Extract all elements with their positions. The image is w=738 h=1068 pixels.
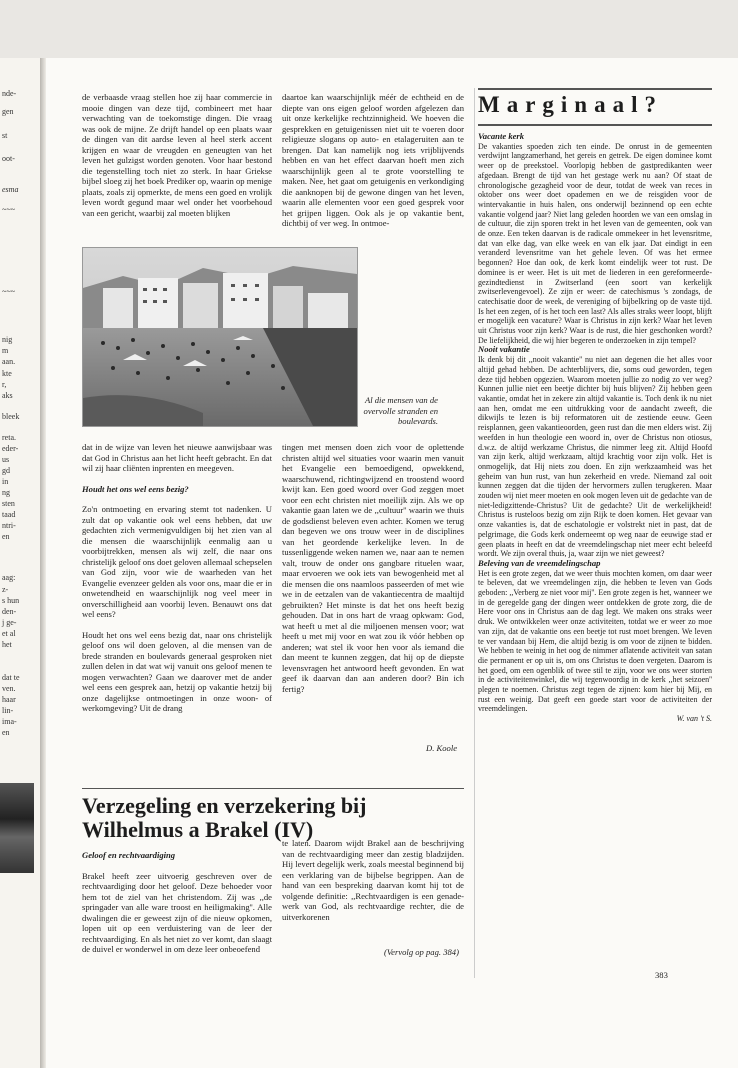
left-page-text-fragment: nde- bbox=[2, 89, 17, 98]
column-divider bbox=[474, 88, 475, 978]
left-page-text-fragment: en bbox=[2, 532, 10, 541]
col2-top-text: daartoe kan waarschijnlijk méér de echtheid en de diepte van ons eigen geloof worden afgelezen dan uit onze kerkelijke rechtzinnigheid. We hoeven die gesprekken en getuigenissen niet uit te voeren door religieuze slogans op auto- en etalageruiten aan te brengen. Dat kan namelijk nog iets vrijblijvends hebben en van het effect daarvan hoeft men zich waarschijnlijk geen al te grote voorstelling te maken. Nee, het gaat om getuigenis en verkondiging die aanknopen bij de gewone dingen van het leven, waarin alle elementen voor een goed gesprek voor het grijpen liggen. Ook als je op vakantie bent, dichtbij of ver weg. In ontmoe- bbox=[282, 92, 464, 228]
marginaal-sub1: Vacante kerk bbox=[478, 131, 525, 141]
col2-bottom bbox=[282, 442, 464, 694]
left-page-text-fragment: het bbox=[2, 640, 12, 649]
left-page-text-fragment: aag: bbox=[2, 573, 16, 582]
article-col1 bbox=[82, 850, 272, 955]
col1-subhead: Houdt het ons wel eens bezig? bbox=[82, 483, 189, 494]
left-page-text-fragment: j ge- bbox=[2, 618, 17, 627]
left-page-text-fragment: ima- bbox=[2, 717, 17, 726]
marginaal-top-rule bbox=[478, 88, 712, 90]
col1-top-text: de verbaasde vraag stellen hoe zij haar commercie in mooie dingen van deze tijd, combineert met haar verwachting van de toekomstige dingen. Die vraag was ook de mijne. Ze drijft handel op een plaats waar de dingen van dit aardse leven al heel sterk accent krijgen en waar de vreugden en geneugten van het leven het gulzigst worden genoten. Voor haar bestond die tegenstelling toch niet zo sterk. In haar Griekse bijbel sloeg zij het boek Prediker op, waarin op menige plaats, zoals zij opmerkte, de mens een goed en vrolijk leven wordt gegund maar wel onder het voorbehoud van een gericht, waarbij zal moeten blijken bbox=[82, 92, 272, 218]
left-page-text-fragment: m bbox=[2, 346, 9, 355]
left-page-text-fragment: aan. bbox=[2, 357, 16, 366]
left-page-text-fragment: ng bbox=[2, 488, 10, 497]
left-page-text-fragment: aks bbox=[2, 391, 13, 400]
marginaal-title: Marginaal? bbox=[478, 92, 663, 117]
page-number: 383 bbox=[655, 970, 668, 980]
col1-top bbox=[82, 92, 272, 218]
left-page-text-fragment: taad bbox=[2, 510, 16, 519]
left-page-text-fragment: reta. bbox=[2, 433, 16, 442]
left-page-text-fragment: et al bbox=[2, 629, 16, 638]
col1-para3: Houdt het ons wel eens bezig dat, naar ons christelijk geloof ons wil doen geloven, al die mensen van de brede stranden en boulevards generaal gesproken niet zullen delen in dat wat wij vanuit ons geloof menen te mogen verwachten? Gaan we daarover met de ander wel eens een gesprek aan, hetzij op vakantie hetzij bij onze dagelijkse ontmoetingen in onze woon- of werkomgeving? Uit de drang bbox=[82, 629, 272, 713]
article-col1-text: Brakel heeft zeer uitvoerig geschreven over de rechtvaardiging door het geloof. Deze behoeder voor hem tot de ziel van het christendom. Zij was ,,de springader van alle ware troost en heiligmaking''. Alle dwalingen die er geweest zijn of die nieuw opkomen, lopen uit op een verduistering van de leer der rechtvaardiging. En als het niet zo ver komt, dan slaagt de duivel er wonderwel in om deze leer onbeoefend bbox=[82, 870, 272, 954]
left-page-text-fragment: gen bbox=[2, 107, 14, 116]
left-page-text-fragment: nig bbox=[2, 335, 13, 344]
col2-bottom-text: tingen met mensen doen zich voor de oplettende christen altijd wel situaties voor waarin men vanuit het Evangelie een bemoedigend, opwekkend, waarschuwend, richtingwijzend en troostend woord kwijt kan. Een goed woord over God zeggen moet voor een echt christen niet moeilijk zijn. Als we op vakantie gaan laten we de ,,cultuur'' waarin we thuis de godsdienst beleven even achter. Komen we terug dan begeven we ons trouw weer in de disciplines van het geordende kerkelijke leven. In de tussenliggende weken namen we, naar aan te nemen valt, trouw de onder ons gangbare rituelen waar, maar ervoeren we ook iets van bewogenheid met al die mensen die ons naamloos passeerden of met wie we in de eetzalen van de vakantiecentra de maaltijd gebruikten? Het minste is dat het ons heeft bezig gehouden. Dat in ons hart de vraag opkwam: God, wat heeft u met al die miljoenen mensen voor; wat heeft u met mij voor en wat zou ik vóór hebben op anderen; wat stel ik voor hen voor als iemand die dan meent te kunnen zeggen, dat hij op de diepste levensvragen het antwoord heeft gevonden. En wat geef ik daarvan dan aan anderen door? Bin ich fertig? bbox=[282, 442, 464, 694]
article-subtitle: Geloof en rechtvaardiging bbox=[82, 850, 176, 860]
left-page-text-fragment: bleek bbox=[2, 412, 20, 421]
col1-para1: dat in de wijze van leven het nieuwe aanwijsbaar was dat God in Christus aan het licht heeft gebracht. En dat wil zij haar cliënten inprenten en meegeven. bbox=[82, 442, 272, 473]
marginaal-text2: Ik denk bij dit ,,nooit vakantie'' nu niet aan degenen die het alles voor altijd gehad hebben. De achterblijvers, die, soms oud geworden, tegen deze tijd hebben opgezien. Waarom moeten jullie zo nodig zo ver weg? Kunnen jullie niet een beetje dichter bij huis blijven? Zij hebben geen vakantie, omdat het in zekere zin altijd vakantie is. Toch denk ik nu niet aan hen, omdat me een uitdrukking voor de aandacht zweeft, die dikwijls te lezen is bij reformatoren uit de zestiende eeuw. Geen reisplannen, geen vakantieoorden, geen rust dan die men elders wist. Zij weefden in hun theologie een woord in, over de Christus non otiosus, d.w.z. de altijd werkzame Christus, die nimmer leeg zit. Altijd Hoofd van zijn kerk, altijd werkzaam, altijd krachtig voor zijn volk. Het is onmogelijk, dat Hij niets zou doen. En zijn werkzaamheid was het geheim van hun rust, van hun zekerheid en vrede. Niemand zal ooit kunnen zeggen dat die tijden der hervormers zullen terugkeren. Maar zouden wij niet meer moeten en ook mogen leven uit de gedachte van de niet-ledigzittende-Christus? Uit de gedachte? Uit de werkelijkheid! Christus is rusteloos bezig om zijn Rijk te doen komen. Het gevaar van onze vakanties is, dat de eschatologie er volstrekt niet in past, dat de pelgrimage, die Gods kerk onderneemt op weg naar de eeuwige stad er geen plaats in heeft en dat de vreemdelingschap niet meer echt beleefd wordt. We zijn overal thuis, ja, waar zijn we niet geweest? bbox=[478, 355, 712, 559]
article-col2 bbox=[282, 838, 464, 922]
left-page-text-fragment: ~~~ bbox=[2, 287, 15, 296]
left-page-text-fragment: sten bbox=[2, 499, 15, 508]
beach-photo bbox=[82, 247, 358, 427]
continued-note: (Vervolg op pag. 384) bbox=[384, 947, 459, 957]
beach-scene-image bbox=[83, 248, 357, 426]
left-page-text-fragment: z- bbox=[2, 585, 9, 594]
marginaal-text1: De vakanties spoeden zich ten einde. De onrust in de gemeenten verdwijnt langzamerhand, het gereis en getrek. De eigen dominee komt weer op de preekstoel. Voorlopig hebben de gastpredikanten weer afgedaan. Brengt de tijd van het gestage werk nu aan? Of staat de chronologische gezagheid voor de deur, totdat de week van reces in oktober ons weer doet opademen en we de reisgiden voor de wintervakantie in huis halen, ons onderwijl bezinnend op een echte vakantie volgend jaar? Niet lang geleden hoorden we van een omslag in de cultuur, die zijn sporen trekt in het leven van de gemeenten, ook van de onze. Een teken daarvan is de radicale ommekeer in het levensritme, dat van elke dag, van elke week en van elk jaar. Dat eindigt in een veranderd levensritme van het gehele leven. Of was het ermee begonnen? Hoe dan ook, de kerk komt eindelijk weer tot rust. De dominee is er weer. Het is uit met de liederen in een gereformeerde-gezindtedienst in Zwitserland (een soort van kerkelijk zwitserlevengevoel). Ze zijn er weer: de catechismus 's zondags, de catechisatie door de week, de vereniging of bijbelkring op de vaste tijd. Is het een zegen, of is het toch een last? Als alles straks weer loopt, blijft er mogelijk een vacature? Waar is Christus in zijn kerk? Waar het leven uit Christus voor zijn kerk? Waar is de rust, die hier geschonken wordt? De liefelijkheid, die wij hier begeren te onderzoeken in zijn tempel? bbox=[478, 141, 712, 345]
left-page-text-fragment: dat te bbox=[2, 673, 20, 682]
article-headline: Verzegeling en verzekering bij Wilhelmus a Brakel (IV) bbox=[82, 793, 367, 842]
marginaal-bottom-rule bbox=[478, 124, 712, 126]
left-page-text-fragment: oot- bbox=[2, 154, 15, 163]
article-col2-text: te laten. Daarom wijdt Brakel aan de beschrijving van de rechtvaardiging meer dan zestig bladzijden. Hij levert degelijk werk, zoals meestal beginnend bij een verklaring van de bijbelse begrippen. Aan de hand van een bespreking daarvan komt hij tot de volgende definitie: ,,Rechtvaardigen is een genade-werk van God, als rechtvaardige rechter, die de uitverkorenen bbox=[282, 838, 464, 922]
left-page-text-fragment: haar bbox=[2, 695, 16, 704]
col2-top bbox=[282, 92, 464, 229]
left-page-text-fragment: lin- bbox=[2, 706, 14, 715]
left-page-text-fragment: esma bbox=[2, 185, 19, 194]
left-page-text-fragment: ven. bbox=[2, 684, 16, 693]
left-page-text-fragment: s hun bbox=[2, 596, 20, 605]
left-page-text-fragment: st bbox=[2, 131, 8, 140]
left-page-text-fragment: gd bbox=[2, 466, 10, 475]
marginaal-text3: Het is een grote zegen, dat we weer thuis mochten komen, om daar weer te beleven, dat we vreemdelingen zijn, die hebben te leven van Gods geboden: ,,Verberg ze niet voor mij''. Een grote zegen is het, wanneer we in de geregelde gang der dingen weer ontdekken de grote zorg, die de Here voor ons in Christus aan de dag legt. We maken ons straks weer druk. We ontwikkelen weer onze activiteiten, totdat we er weer zo moe van zijn, dat de vakantie ons een beetje tot rust moet brengen. We leven te ver vandaan bij Hem, die altijd bezig is om voor de zijnen te bidden. We hebben te weinig in het oog de nimmer aflatende activiteit van satan die permanent er op uit is, om ons Christus te doen vergeten. Daarom is het goed, om een ogenblik of twee stil te zijn, voor we ons weer storten in de activiteitenwinkel, die wij tegenwoordig in de kerk ,,het seizoen'' plegen te noemen. Christus zegt tegen de zijnen: kom hier bij Mij, en rust een weinig. Dat geeft een goede start voor de activiteiten der vreemdelingen. bbox=[478, 568, 712, 714]
marginaal-sub3: Beleving van de vreemdelingschap bbox=[478, 557, 601, 568]
left-page-text-fragment: kte bbox=[2, 369, 12, 378]
section-divider bbox=[82, 788, 464, 789]
left-page-text-fragment: ntri- bbox=[2, 521, 16, 530]
left-page-text-fragment: us bbox=[2, 455, 10, 464]
photo-caption: Al die mensen van de overvolle stranden en boulevards. bbox=[363, 395, 438, 426]
left-page-text-fragment: eder- bbox=[2, 444, 19, 453]
marginaal-author: W. van 't S. bbox=[676, 714, 712, 724]
left-page-edge bbox=[0, 58, 40, 1068]
author-signature-1: D. Koole bbox=[426, 743, 458, 753]
magazine-page bbox=[46, 58, 738, 1068]
left-page-photo-fragment bbox=[0, 783, 34, 873]
left-page-text-fragment: den- bbox=[2, 607, 17, 616]
marginaal-sub2: Nooit vakantie bbox=[478, 344, 530, 355]
col1-para2: Zo'n ontmoeting en ervaring stemt tot nadenken. U zult dat op vakantie ook wel eens hebben, dat uw gedachten zich vermenigvuldigen bij het zien van al die mensen die waarschijnlijk eenmalig aan u voorbijtrekken, mensen als wij zelf, die naar ons christelijk geloof ons doet geloven allemaal schepselen van God zijn, voor wie de waarheden van het Evangelie evenzeer gelden als voor ons, maar die er in onwetendheid en waarschijnlijk nog veel meer in onverschilligheid aan voorbij leven. Benauwt ons dat wel eens? bbox=[82, 504, 272, 619]
marginaal-column bbox=[478, 132, 712, 724]
left-page-text-fragment: in bbox=[2, 477, 9, 486]
left-page-text-fragment: en bbox=[2, 728, 10, 737]
left-page-text-fragment: ~~~ bbox=[2, 205, 15, 214]
col1-bottom bbox=[82, 442, 272, 714]
left-page-text-fragment: r, bbox=[2, 380, 7, 389]
